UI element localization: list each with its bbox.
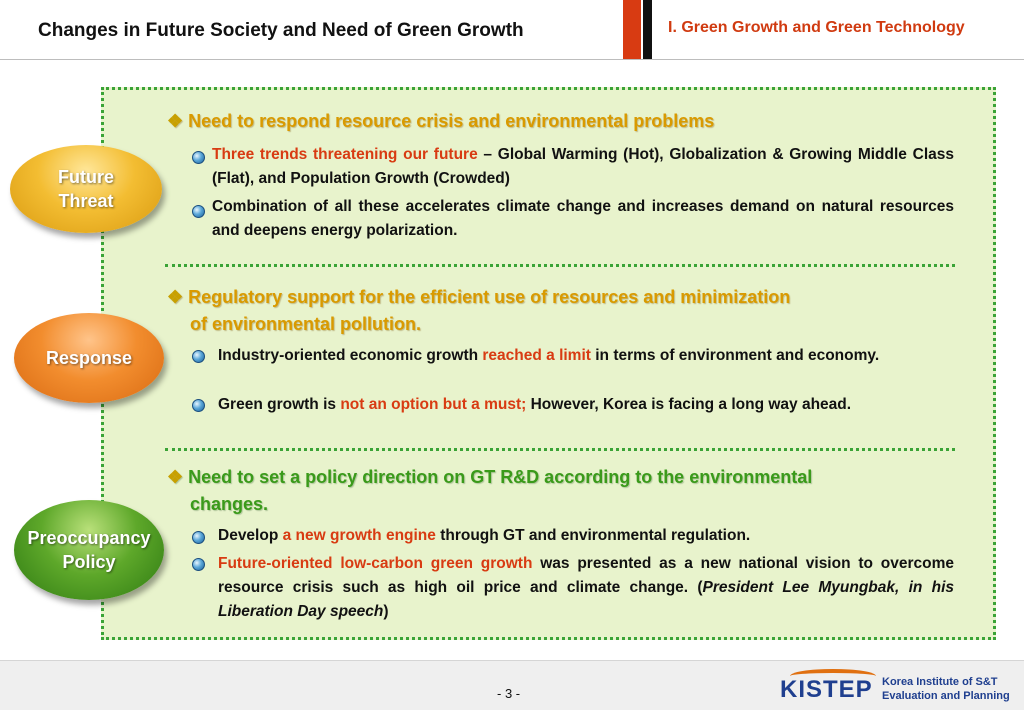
bullet-icon: [192, 399, 205, 412]
bullet-icon: [192, 558, 205, 571]
list-item: Develop a new growth engine through GT and environmental regulation.: [218, 527, 751, 544]
badge-label: Future: [58, 167, 114, 187]
section-label: I. Green Growth and Green Technology: [668, 19, 965, 36]
section-divider: [165, 448, 955, 451]
future-threat-badge: [10, 145, 162, 233]
diamond-bullet-icon: ❖: [167, 287, 184, 307]
list-item: Industry-oriented economic growth reached a limit in terms of environment and economy.: [218, 347, 880, 364]
header-accent-bar-red: [623, 0, 641, 60]
list-item: Combination of all these accelerates climate change and increases demand on natural resources and deepens energy polarization.: [212, 198, 954, 239]
response-badge: [14, 313, 164, 403]
diamond-bullet-icon: ❖: [167, 111, 184, 131]
page-title: Changes in Future Society and Need of Green Growth: [38, 20, 524, 41]
page-number: - 3 -: [497, 686, 521, 701]
header-divider: [0, 59, 1024, 60]
list-item: Green growth is not an option but a must; However, Korea is facing a long way ahead.: [218, 396, 852, 413]
preoccupancy-policy-badge: [14, 500, 164, 600]
section-divider: [165, 264, 955, 267]
bullet-icon: [192, 350, 205, 363]
organization-name: Korea Institute of S&T Evaluation and Planning: [882, 676, 1010, 702]
badge-label: Threat: [58, 191, 114, 211]
section-heading: ❖ Need to set a policy direction on GT R&D according to the environmental changes.: [167, 467, 813, 514]
section-heading: ❖ Regulatory support for the efficient use of resources and minimization of environmental pollution.: [167, 287, 791, 334]
kistep-logo: KISTEP: [780, 676, 873, 703]
list-item: Three trends threatening our future – Global Warming (Hot), Globalization & Growing Middle Class (Flat), and Population Growth (Crowded): [212, 146, 954, 187]
header-accent-bar-black: [643, 0, 652, 60]
list-item: Future-oriented low-carbon green growth was presented as a new national vision to overcome resource crisis such as high oil price and climate change. (President Lee Myungbak, in his Liberation Day speech): [218, 555, 955, 620]
badge-label: Policy: [62, 552, 116, 572]
bullet-icon: [192, 151, 205, 164]
badge-label: Preoccupancy: [27, 528, 151, 548]
badge-label: Response: [45, 348, 133, 368]
section-heading: ❖ Need to respond resource crisis and environmental problems: [167, 111, 715, 131]
bullet-icon: [192, 531, 205, 544]
bullet-icon: [192, 205, 205, 218]
diamond-bullet-icon: ❖: [167, 467, 184, 487]
